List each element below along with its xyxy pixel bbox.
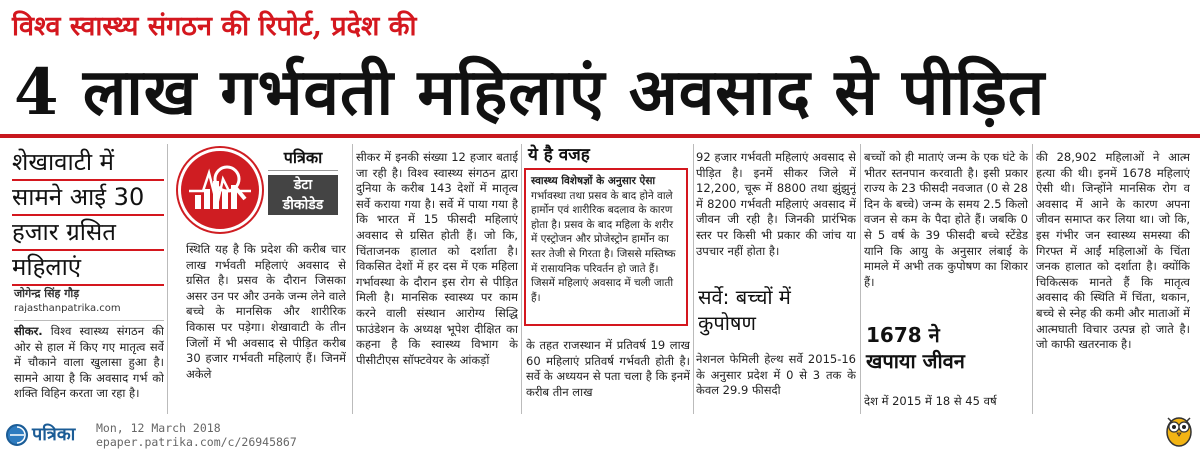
article-column-4: के तहत राजस्थान में प्रतिवर्ष 19 लाख 60 महिलाएं प्रतिवर्ष गर्भवती होती है। सर्वे के अध्ययन से पता चला है कि इनमें करीब तीन लाख	[526, 338, 690, 399]
article-column-2: स्थिति यह है कि प्रदेश की करीब चार लाख गर्भवती महिलाएं अवसाद से ग्रसित है। प्रसव के दौरान जिसका असर उन पर और उनके जन्म लेने वाले बच्चे के मानसिक और शारीरिक विकास पर पड़ेगा। शेखावाटी के तीन जिलों में भी अवसाद से पीड़ित करीब 30 हजार गर्भवती महिलाएं हैं। जिनमें अकेले	[186, 242, 346, 381]
owl-icon	[1164, 412, 1194, 452]
sidebar-body	[14, 324, 164, 414]
article-column-3: सीकर में इनकी संख्या 12 हजार बताई जा रही है। विश्व स्वास्थ्य संगठन द्वारा दुनिया के करीब 143 देशों में मातृत्व सर्वे कराया गया है। सर्वे में पाया गया है कि भारत में 15 फीसदी महिलाएं अवसाद से ग्रसित होती हैं। जो कि, चिंताजनक हालात को दर्शाता है। विकसित देशों में हर दस में एक महिला गर्भावस्था के दौरान इस रोग से पीड़ित मिली है। मानसिक स्वास्थ्य पर काम करने वाली संस्थान आरोग्य सिद्धि फाउंडेशन के अध्यक्ष भूपेश दीक्षित का कहना है कि स्वास्थ्य विभाग के पीसीटीएस सॉफ्टवेयर के आंकड़ों	[356, 150, 518, 367]
edition-date: Mon, 12 March 2018	[96, 421, 221, 435]
column-divider	[860, 144, 861, 414]
subhead-line: महिलाएं	[12, 251, 164, 286]
column-divider	[693, 144, 694, 414]
column-divider	[521, 144, 522, 414]
column-divider	[167, 144, 168, 414]
article-column-5: 92 हजार गर्भवती महिलाएं अवसाद से पीड़ित है। इनमें सीकर जिले में 12,200, चूरू में 8800 तथा झुंझुनूं में 8200 गर्भवती महिलाएं अवसाद में जीवन जी रही है। जिनकी प्रारंभिक स्तर पर किसी भी प्रकार की जांच या उपचार नहीं होता है।	[696, 150, 856, 258]
cause-title: ये है वजह	[528, 145, 590, 165]
subhead-line: शेखावाटी में	[12, 146, 164, 181]
byline-rule	[14, 320, 164, 321]
column-divider	[352, 144, 353, 414]
data-decoded-label	[268, 146, 338, 215]
cause-subhead: स्वास्थ्य विशेषज्ञों के अनुसार ऐसा	[531, 175, 656, 187]
patrika-logo[interactable]	[6, 420, 94, 448]
chart-pulse-icon	[178, 148, 262, 232]
byline	[14, 286, 164, 321]
survey-heading: सर्वे: बच्चों में कुपोषण	[698, 285, 791, 335]
kicker: विश्व स्वास्थ्य संगठन की रिपोर्ट, प्रदेश की	[12, 11, 417, 42]
headline: 4 लाख गर्भवती महिलाएं अवसाद से पीड़ित	[14, 55, 1046, 130]
article-column-6: बच्चों को ही माताएं जन्म के एक घंटे के भीतर स्तनपान करवाती है। इसी प्रकार राज्य के 23 फीसदी नवजात (0 से 28 दिन के बच्चे) जन्म के समय 2.5 किलो वजन से कम के पैदा होते हैं। जबकि 0 से 5 वर्ष के 39 फीसदी बच्चे स्टेंडेड यानि कि आयु के अनुसार लंबाई के मामले में अभी तक कुपोषण का शिकार हैं।	[864, 150, 1028, 289]
suicide-heading: 1678 ने खपाया जीवन	[866, 323, 965, 373]
article-column-5-bottom: नेशनल फेमिली हेल्थ सर्वे 2015-16 के अनुसार प्रदेश में 0 से 3 तक के केवल 29.9 फीसदी	[696, 352, 856, 398]
brand-name: पत्रिका	[268, 146, 338, 171]
author-email[interactable]: rajasthanpatrika.com	[14, 303, 121, 314]
epaper-url[interactable]: epaper.patrika.com/c/26945867	[96, 435, 297, 449]
author-name: जोगेन्द्र सिंह गौड़	[14, 287, 80, 300]
cause-box	[524, 168, 688, 326]
subhead-line: सामने आई 30	[12, 181, 164, 216]
article-column-6-bottom: देश में 2015 में 18 से 45 वर्ष	[864, 394, 997, 408]
footer-meta	[96, 421, 297, 449]
cause-body: गर्भावस्था तथा प्रसव के बाद होने वाले हार्मोन एवं शारीरिक बदलाव के कारण होता है। प्रसव के बाद महिला के शरीर में एस्ट्रोजन और प्रोजेस्ट्रोन हार्मोन का स्तर तेजी से गिरता है। जिससे मस्तिष्क में रासायनिक परिवर्तन हो जाते हैं। जिसमें महिलाएं अवसाद में चली जाती हैं।	[531, 189, 676, 304]
globe-icon	[6, 424, 28, 446]
sidebar-body-text: विश्व स्वास्थ्य संगठन की ओर से हाल में किए गए मातृत्व सर्वे में चौकाने वाला खुलासा हुआ है। सामने आया है कि अवसाद गर्भ को शक्ति विहिन करता जा रहा है।	[14, 324, 164, 401]
logo-text: पत्रिका	[32, 424, 76, 445]
tag-line: डेटा डीकोडेड	[268, 175, 338, 215]
sidebar-subhead	[12, 146, 164, 286]
data-decoded-badge	[170, 144, 338, 238]
dateline: सीकर.	[14, 324, 43, 338]
subhead-line: हजार ग्रसित	[12, 216, 164, 251]
column-divider	[1032, 144, 1033, 414]
article-column-7: की 28,902 महिलाओं ने आत्म हत्या की थी। इनमें 1678 महिलाएं ऐसी थी। जिन्होंने मानसिक रोग व अवसाद में आने के कारण अपना जीवन समाप्त कर लिया था। जो कि, इस गंभीर जन स्वास्थ्य समस्या की गिरफ्त में आईं महिलाओं के चिंता जनक हालात को दर्शाता है। क्योंकि चिकित्सक मानते हैं कि मातृत्व अवसाद की स्थिति में चिंता, थकान, बच्चे से स्नेह की कमी और माताओं में आत्मघाती विचार उत्पन्न हो जाते है। जो काफी खतरनाक है।	[1036, 150, 1190, 352]
headline-divider	[0, 134, 1200, 138]
